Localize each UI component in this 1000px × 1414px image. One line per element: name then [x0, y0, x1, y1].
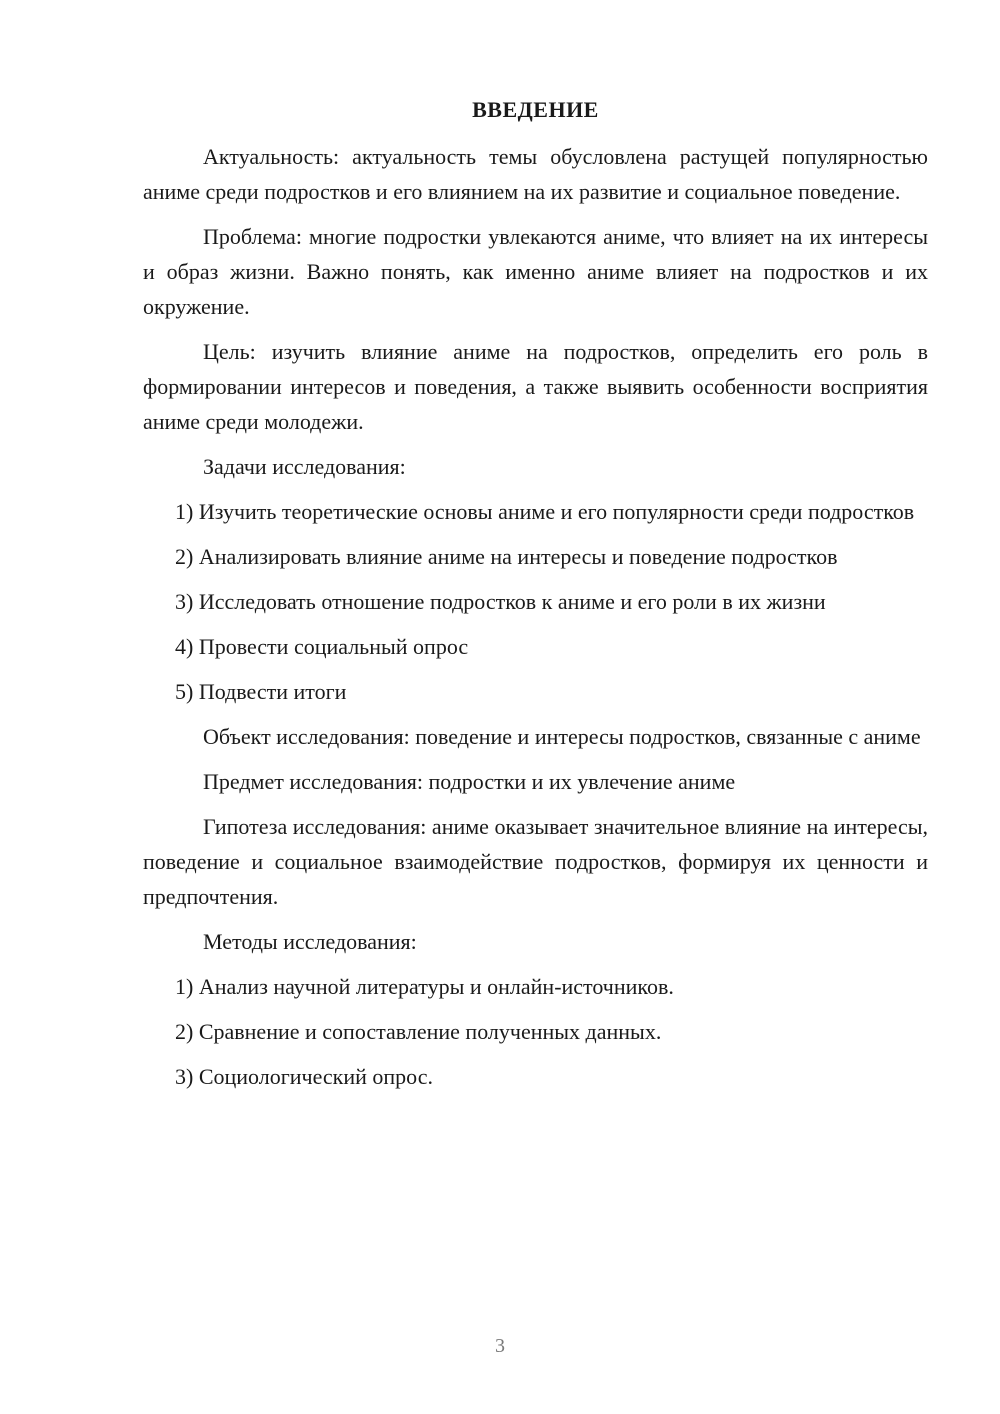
- page-number: 3: [495, 1335, 505, 1357]
- method-item: 2) Сравнение и сопоставление полученных данных.: [175, 1019, 662, 1044]
- method-item: 1) Анализ научной литературы и онлайн-источников.: [175, 974, 674, 999]
- task-item: 3) Исследовать отношение подростков к аниме и его роли в их жизни: [175, 589, 826, 614]
- task-item: 2) Анализировать влияние аниме на интересы и поведение подростков: [175, 544, 838, 569]
- goal-paragraph: Цель: изучить влияние аниме на подростков, определить его роль в формировании интересов и поведения, а также выявить особенности восприятия аниме среди молодежи.: [143, 339, 928, 434]
- page-content: [143, 95, 928, 1104]
- task-item: 4) Провести социальный опрос: [175, 634, 469, 659]
- subject-paragraph: Предмет исследования: подростки и их увлечение аниме: [203, 769, 736, 794]
- task-item: 1) Изучить теоретические основы аниме и его популярности среди подростков: [175, 499, 915, 524]
- tasks-heading: Задачи исследования:: [203, 454, 406, 479]
- hypothesis-paragraph: Гипотеза исследования: аниме оказывает значительное влияние на интересы, поведение и социальное взаимодействие подростков, формируя их ценности и предпочтения.: [143, 814, 928, 909]
- problem-paragraph: Проблема: многие подростки увлекаются аниме, что влияет на их интересы и образ жизни. Важно понять, как именно аниме влияет на подростков и их окружение.: [143, 224, 928, 319]
- section-title: ВВЕДЕНИЕ: [472, 97, 599, 122]
- object-paragraph: Объект исследования: поведение и интересы подростков, связанные с аниме: [203, 724, 921, 749]
- method-item: 3) Социологический опрос.: [175, 1064, 433, 1089]
- relevance-paragraph: Актуальность: актуальность темы обусловлена растущей популярностью аниме среди подростков и его влиянием на их развитие и социальное поведение.: [143, 144, 928, 204]
- task-item: 5) Подвести итоги: [175, 679, 347, 704]
- methods-heading: Методы исследования:: [203, 929, 417, 954]
